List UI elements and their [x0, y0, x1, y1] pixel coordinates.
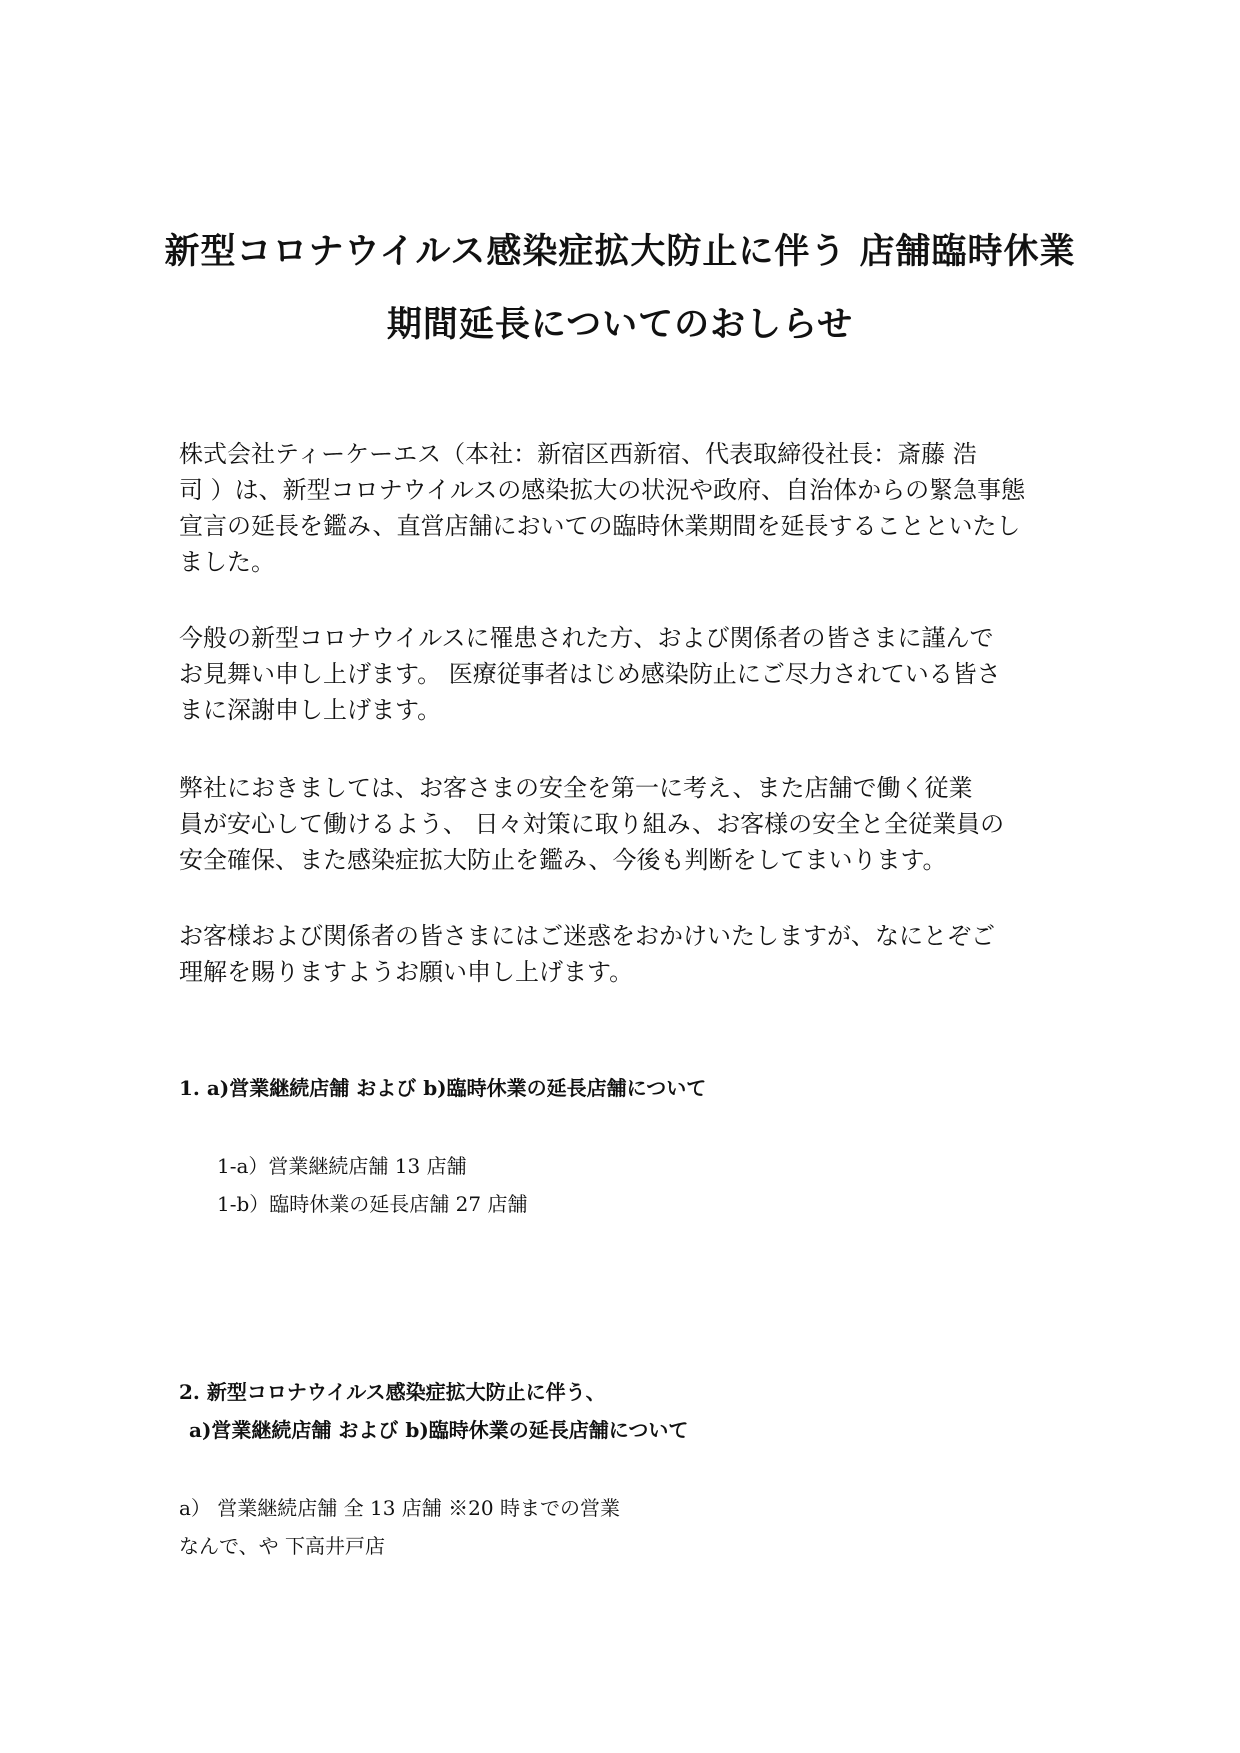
section-2-heading-line-1: 2. 新型コロナウイルス感染症拡大防止に伴う、: [179, 1380, 606, 1404]
section-1-heading: 1. a)営業継続店舗 および b)臨時休業の延長店舗について: [179, 1076, 707, 1100]
paragraph-announcement: [179, 436, 1059, 580]
notice-title-line-2: 期間延長についてのおしらせ: [386, 305, 854, 345]
section-2-store-entry: なんで、や 下高井戸店: [179, 1534, 385, 1558]
paragraph-line: 司 ）は、新型コロナウイルスの感染拡大の状況や政府、自治体からの緊急事態: [179, 476, 1026, 504]
paragraph-line: お見舞い申し上げます。 医療従事者はじめ感染防止にご尽力されている皆さ: [179, 660, 1001, 688]
paragraph-line: 理解を賜りますようお願い申し上げます。: [179, 958, 634, 986]
paragraph-line: ました。: [179, 548, 275, 576]
paragraph-line: 安全確保、また感染症拡大防止を鑑み、今後も判断をしてまいります。: [179, 846, 947, 874]
section-2-item-operating-stores: a） 営業継続店舗 全 13 店舗 ※20 時までの営業: [179, 1496, 620, 1520]
paragraph-line: 株式会社ティーケーエス（本社：新宿区西新宿、代表取締役社長：斎藤 浩: [179, 440, 977, 468]
section-1-item-closed-stores: 1-b）臨時休業の延長店舗 27 店舗: [217, 1192, 528, 1216]
paragraph-sympathy: [179, 620, 1059, 728]
notice-title-line-1: 新型コロナウイルス感染症拡大防止に伴う 店舗臨時休業: [164, 232, 1076, 272]
paragraph-line: 弊社におきましては、お客さまの安全を第一に考え、また店舗で働く従業: [179, 774, 973, 802]
paragraph-apology: [179, 918, 1059, 990]
section-1-item-operating-stores: 1-a）営業継続店舗 13 店舗: [217, 1154, 467, 1178]
paragraph-line: まに深謝申し上げます。: [179, 696, 442, 724]
paragraph-line: 今般の新型コロナウイルスに罹患された方、および関係者の皆さまに謹んで: [179, 624, 994, 652]
paragraph-line: お客様および関係者の皆さまにはご迷惑をおかけいたしますが、なにとぞご: [179, 922, 995, 950]
section-2-heading-line-2: a)営業継続店舗 および b)臨時休業の延長店舗について: [189, 1418, 689, 1442]
paragraph-line: 宣言の延長を鑑み、直営店舗においての臨時休業期間を延長することといたし: [179, 512, 1021, 540]
paragraph-line: 員が安心して働けるよう、 日々対策に取り組み、お客様の安全と全従業員の: [179, 810, 1005, 838]
paragraph-safety-policy: [179, 770, 1059, 878]
